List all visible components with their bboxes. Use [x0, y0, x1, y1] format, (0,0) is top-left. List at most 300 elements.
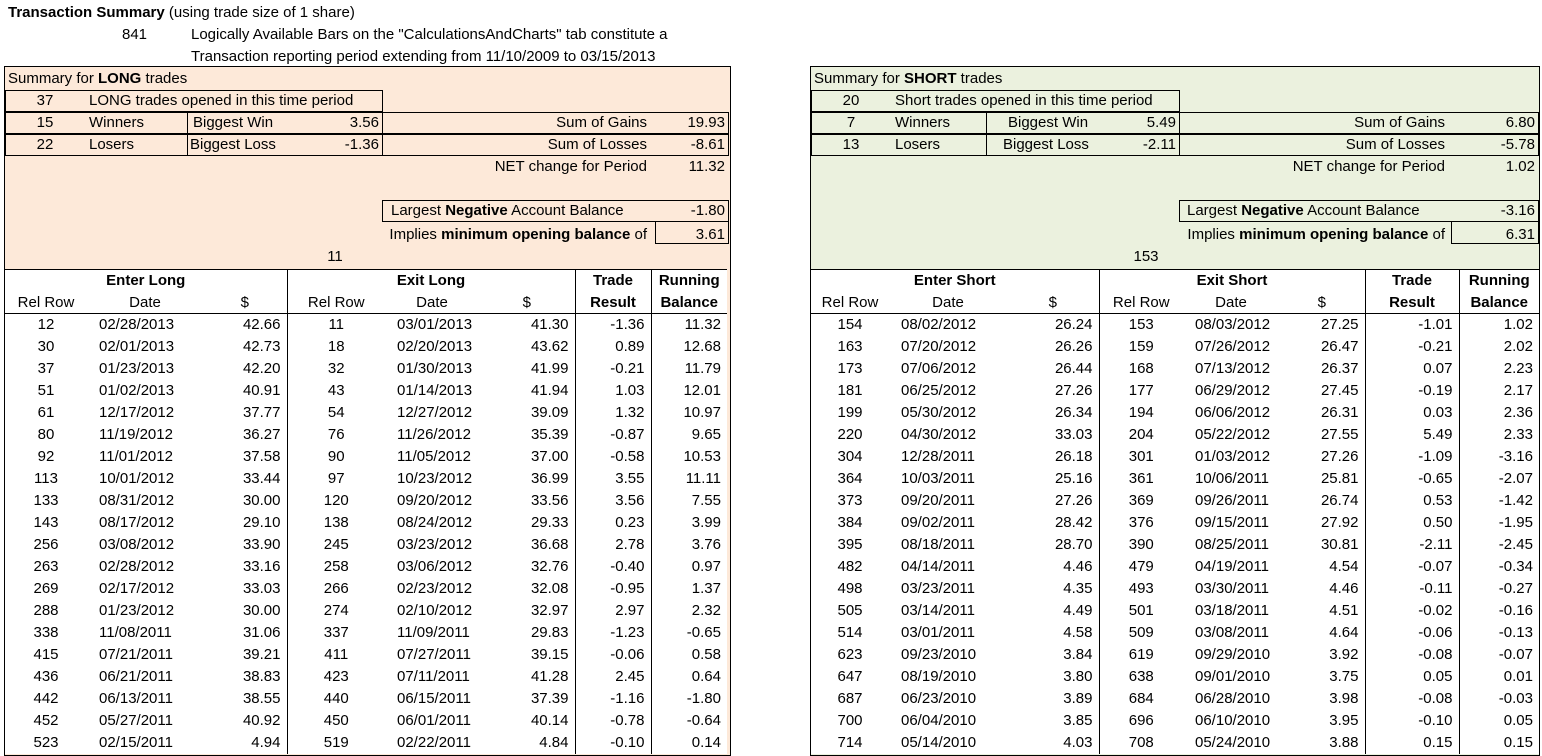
exit-relrow-cell: 97 [287, 468, 385, 490]
short-trade-row [811, 732, 1539, 754]
exit-date-cell: 08/25/2011 [1195, 536, 1269, 553]
enter-price-cell: 26.34 [1054, 404, 1093, 421]
short-winners-label: Winners [895, 114, 951, 131]
exit-relrow-cell: 696 [1099, 710, 1183, 732]
enter-price-cell: 33.03 [1054, 426, 1093, 443]
exit-price-cell: 4.84 [539, 734, 569, 751]
exit-price-cell: 3.95 [1329, 712, 1359, 729]
enter-date-cell: 08/02/2012 [901, 316, 977, 334]
exit-relrow-cell: 450 [287, 710, 385, 732]
enter-date-cell: 09/02/2011 [901, 514, 975, 531]
long-biggest-win: 3.56 [349, 114, 379, 131]
exit-date-cell: 11/05/2012 [397, 448, 471, 465]
enter-price-cell: 4.35 [1063, 580, 1093, 597]
running-balance-cell: -0.65 [651, 622, 727, 644]
enter-date-cell: 07/21/2011 [99, 646, 173, 663]
exit-date-cell: 06/10/2010 [1195, 712, 1271, 729]
long-net: 11.32 [688, 158, 725, 175]
exit-relrow-cell: 18 [287, 336, 385, 358]
enter-relrow-cell: 482 [837, 558, 863, 575]
exit-date-cell: 06/28/2010 [1195, 690, 1271, 707]
enter-date-cell: 06/23/2010 [901, 690, 977, 707]
enter-date-cell: 06/04/2010 [901, 712, 977, 729]
short-trade-row [811, 380, 1539, 402]
long-imob-label: Implies minimum opening balance of [389, 226, 647, 243]
exit-price-cell: 39.09 [530, 404, 569, 421]
long-winners-label: Winners [89, 114, 145, 131]
running-balance-cell: 0.05 [1459, 710, 1539, 732]
enter-date-cell: 01/23/2012 [99, 602, 175, 619]
long-summary-panel [4, 66, 731, 756]
enter-date-cell: 09/20/2011 [901, 492, 975, 509]
long-trade-row [5, 556, 727, 578]
running-balance-cell: -0.03 [1459, 688, 1539, 710]
long-header-row-1 [5, 270, 727, 292]
report-title: Transaction Summary (using trade size of 1 share) [8, 4, 355, 21]
short-trade-row [811, 688, 1539, 710]
running-balance-cell: 12.01 [651, 380, 727, 402]
exit-date-cell: 07/11/2011 [397, 668, 470, 685]
running-balance-cell: 0.01 [1459, 666, 1539, 688]
enter-price-cell: 42.73 [242, 338, 281, 355]
exit-price-cell: 29.33 [530, 514, 569, 531]
exit-relrow-cell: 274 [287, 600, 385, 622]
short-trade-row [811, 666, 1539, 688]
running-balance-cell: -3.16 [1459, 446, 1539, 468]
enter-price-cell: 3.89 [1063, 690, 1093, 707]
enter-relrow-cell: 143 [33, 514, 59, 531]
running-balance-cell: 2.36 [1459, 402, 1539, 424]
period-line-2: Transaction reporting period extending from 11/10/2009 to 03/15/2013 [191, 48, 656, 65]
exit-price-cell: 30.81 [1320, 536, 1359, 553]
trade-result-cell: -1.23 [575, 622, 651, 644]
enter-price-cell: 36.27 [242, 426, 281, 443]
exit-price-cell: 3.92 [1329, 646, 1359, 663]
exit-price-cell: 27.25 [1320, 316, 1359, 334]
running-balance-cell: 2.17 [1459, 380, 1539, 402]
long-opened-count: 37 [36, 92, 54, 109]
exit-price-cell: 25.81 [1320, 470, 1359, 487]
trade-result-cell: 0.53 [1365, 490, 1459, 512]
exit-relrow-cell: 390 [1099, 534, 1183, 556]
exit-price-cell: 26.47 [1320, 338, 1359, 355]
short-trade-row [811, 336, 1539, 358]
running-balance-cell: 2.23 [1459, 358, 1539, 380]
enter-relrow-cell: 623 [837, 646, 863, 663]
long-trade-row [5, 468, 727, 490]
exit-relrow-cell: 90 [287, 446, 385, 468]
enter-price-cell: 28.70 [1054, 536, 1093, 553]
running-header: Running [651, 270, 727, 292]
long-trade-row [5, 512, 727, 534]
running-balance-cell: 0.97 [651, 556, 727, 578]
exit-relrow-cell: 54 [287, 402, 385, 424]
enter-relrow-cell: 37 [37, 360, 55, 377]
trade-result-cell: -0.58 [575, 446, 651, 468]
trade-result-cell: 5.49 [1365, 424, 1459, 446]
running-balance-cell: 2.32 [651, 600, 727, 622]
short-trades-table [811, 269, 1539, 754]
exit-price-cell: 26.74 [1320, 492, 1359, 509]
short-lnab-label: Largest Negative Account Balance [1187, 202, 1420, 219]
date-header: Date [87, 292, 203, 314]
exit-date-cell: 02/10/2012 [397, 602, 473, 619]
long-trade-row [5, 732, 727, 754]
long-trade-row [5, 644, 727, 666]
exit-relrow-cell: 204 [1099, 424, 1183, 446]
enter-relrow-cell: 30 [37, 338, 55, 355]
exit-relrow-cell: 168 [1099, 358, 1183, 380]
long-trades-table [5, 269, 727, 754]
exit-price-cell: 37.39 [530, 690, 569, 707]
enter-relrow-cell: 288 [33, 602, 59, 619]
long-biggest-loss-label: Biggest Loss [190, 136, 276, 153]
exit-relrow-cell: 337 [287, 622, 385, 644]
exit-date-cell: 01/30/2013 [397, 360, 473, 377]
trade-result-cell: -0.87 [575, 424, 651, 446]
exit-price-cell: 39.15 [530, 646, 569, 663]
trade-result-cell: -0.40 [575, 556, 651, 578]
running-balance-cell: 0.64 [651, 666, 727, 688]
enter-price-cell: 26.18 [1054, 448, 1093, 465]
enter-relrow-cell: 269 [33, 580, 59, 597]
exit-relrow-cell: 32 [287, 358, 385, 380]
enter-date-cell: 11/01/2012 [99, 448, 173, 465]
enter-date-cell: 05/27/2011 [99, 712, 173, 729]
enter-date-cell: 09/23/2010 [901, 646, 977, 663]
enter-date-cell: 12/28/2011 [901, 448, 975, 465]
enter-price-cell: 4.49 [1063, 602, 1093, 619]
trade-header: Trade [1365, 270, 1459, 292]
short-biggest-loss: -2.11 [1142, 136, 1176, 153]
enter-relrow-cell: 687 [837, 690, 863, 707]
exit-price-cell: 41.99 [530, 360, 569, 377]
enter-price-cell: 29.10 [242, 514, 281, 531]
short-losers-label: Losers [895, 136, 941, 153]
long-lnab: -1.80 [690, 202, 725, 219]
enter-date-cell: 03/14/2011 [901, 602, 975, 619]
enter-date-cell: 04/14/2011 [901, 558, 975, 575]
long-trade-row [5, 666, 727, 688]
exit-price-cell: 26.31 [1320, 404, 1359, 421]
trade-result-cell: 0.23 [575, 512, 651, 534]
dollar-header: $ [1279, 292, 1365, 314]
exit-date-cell: 11/26/2012 [397, 426, 471, 443]
short-sum-gains-label: Sum of Gains [1354, 114, 1445, 131]
enter-date-cell: 08/19/2010 [901, 668, 977, 685]
short-winners-count: 7 [846, 114, 856, 131]
exit-relrow-cell: 479 [1099, 556, 1183, 578]
exit-date-cell: 08/24/2012 [397, 514, 473, 531]
enter-price-cell: 40.92 [242, 712, 281, 729]
enter-date-cell: 10/01/2012 [99, 470, 175, 487]
enter-price-cell: 30.00 [242, 492, 281, 509]
short-biggest-loss-label: Biggest Loss [1003, 136, 1089, 153]
exit-date-cell: 01/03/2012 [1195, 448, 1271, 465]
long-trade-row [5, 600, 727, 622]
running-balance-cell: 9.65 [651, 424, 727, 446]
enter-date-cell: 11/08/2011 [99, 624, 172, 641]
long-trade-row [5, 424, 727, 446]
enter-relrow-cell: 505 [837, 602, 863, 619]
short-net-label: NET change for Period [1292, 158, 1445, 175]
enter-price-cell: 37.77 [242, 404, 281, 421]
exit-long-header: Exit Long [287, 270, 575, 292]
exit-price-cell: 27.92 [1320, 514, 1359, 531]
bars-count: 841 [122, 26, 148, 43]
enter-date-cell: 03/01/2011 [901, 624, 975, 641]
exit-relrow-cell: 43 [287, 380, 385, 402]
exit-relrow-cell: 301 [1099, 446, 1183, 468]
trade-result-cell: -0.08 [1365, 688, 1459, 710]
enter-relrow-cell: 220 [837, 426, 863, 443]
short-trade-row [811, 402, 1539, 424]
trade-result-cell: -0.21 [575, 358, 651, 380]
short-sum-gains: 6.80 [1505, 114, 1535, 131]
trade-result-cell: -0.10 [1365, 710, 1459, 732]
short-trade-row [811, 556, 1539, 578]
trade-result-cell: -1.09 [1365, 446, 1459, 468]
short-imob-label: Implies minimum opening balance of [1187, 226, 1445, 243]
enter-date-cell: 07/20/2012 [901, 338, 977, 355]
short-biggest-win-label: Biggest Win [1008, 114, 1089, 131]
enter-relrow-cell: 452 [33, 712, 59, 729]
trade-result-cell: -0.95 [575, 578, 651, 600]
exit-price-cell: 3.88 [1329, 734, 1359, 751]
running-balance-cell: -0.07 [1459, 644, 1539, 666]
exit-relrow-cell: 369 [1099, 490, 1183, 512]
long-net-label: NET change for Period [494, 158, 647, 175]
enter-price-cell: 26.24 [1054, 316, 1093, 334]
enter-price-cell: 26.44 [1054, 360, 1093, 377]
enter-short-header: Enter Short [811, 270, 1099, 292]
enter-relrow-cell: 647 [837, 668, 863, 685]
long-trades-body [5, 314, 727, 754]
dollar-header: $ [1007, 292, 1099, 314]
enter-date-cell: 12/17/2012 [99, 404, 175, 421]
enter-relrow-cell: 364 [837, 470, 863, 487]
exit-date-cell: 03/06/2012 [397, 558, 473, 575]
trade-result-cell: -0.78 [575, 710, 651, 732]
exit-price-cell: 4.51 [1329, 602, 1359, 619]
exit-date-cell: 02/23/2012 [397, 580, 473, 597]
exit-relrow-cell: 258 [287, 556, 385, 578]
exit-date-cell: 03/01/2013 [397, 316, 473, 334]
exit-relrow-cell: 120 [287, 490, 385, 512]
enter-date-cell: 03/08/2012 [99, 536, 175, 553]
running-balance-cell: -0.16 [1459, 600, 1539, 622]
running-balance-cell: 1.02 [1459, 314, 1539, 336]
enter-price-cell: 38.55 [242, 690, 281, 707]
balance-header: Balance [1459, 292, 1539, 314]
exit-price-cell: 32.76 [530, 558, 569, 575]
trade-result-cell: -0.11 [1365, 578, 1459, 600]
enter-long-header: Enter Long [5, 270, 287, 292]
trade-result-cell: 0.15 [1365, 732, 1459, 754]
trade-result-cell: -0.07 [1365, 556, 1459, 578]
exit-price-cell: 27.26 [1320, 448, 1359, 465]
enter-relrow-cell: 338 [33, 624, 59, 641]
exit-relrow-cell: 138 [287, 512, 385, 534]
exit-date-cell: 02/22/2011 [397, 734, 471, 751]
short-trade-row [811, 314, 1539, 336]
exit-relrow-cell: 76 [287, 424, 385, 446]
enter-price-cell: 4.94 [251, 734, 281, 751]
enter-price-cell: 27.26 [1054, 492, 1093, 509]
enter-relrow-cell: 395 [837, 536, 863, 553]
exit-date-cell: 06/06/2012 [1195, 404, 1271, 421]
running-balance-cell: -2.07 [1459, 468, 1539, 490]
exit-date-cell: 04/19/2011 [1195, 558, 1269, 575]
trade-result-cell: 0.05 [1365, 666, 1459, 688]
enter-relrow-cell: 154 [837, 316, 863, 334]
exit-date-cell: 10/06/2011 [1195, 470, 1269, 487]
exit-price-cell: 32.97 [530, 602, 569, 619]
exit-date-cell: 07/26/2012 [1195, 338, 1271, 355]
exit-price-cell: 4.54 [1329, 558, 1359, 575]
relrow-header: Rel Row [811, 292, 889, 314]
running-balance-cell: -0.34 [1459, 556, 1539, 578]
enter-relrow-cell: 304 [837, 448, 863, 465]
long-trade-row [5, 380, 727, 402]
enter-relrow-cell: 514 [837, 624, 863, 641]
exit-date-cell: 03/18/2011 [1195, 602, 1269, 619]
enter-relrow-cell: 263 [33, 558, 59, 575]
enter-price-cell: 26.26 [1054, 338, 1093, 355]
enter-relrow-cell: 436 [33, 668, 59, 685]
exit-price-cell: 43.62 [530, 338, 569, 355]
exit-price-cell: 33.56 [530, 492, 569, 509]
enter-relrow-cell: 523 [33, 734, 59, 751]
trade-result-cell: 1.03 [575, 380, 651, 402]
exit-relrow-cell: 619 [1099, 644, 1183, 666]
trade-result-cell: -0.06 [1365, 622, 1459, 644]
exit-relrow-cell: 177 [1099, 380, 1183, 402]
relrow-header: Rel Row [5, 292, 87, 314]
enter-relrow-cell: 256 [33, 536, 59, 553]
long-losers-label: Losers [89, 136, 135, 153]
trade-result-cell: 2.45 [575, 666, 651, 688]
enter-price-cell: 3.80 [1063, 668, 1093, 685]
running-balance-cell: 2.02 [1459, 336, 1539, 358]
long-panel-title: Summary for LONG trades [8, 70, 188, 87]
short-trade-row [811, 710, 1539, 732]
exit-date-cell: 03/30/2011 [1195, 580, 1269, 597]
trade-result-cell: -0.21 [1365, 336, 1459, 358]
exit-relrow-cell: 501 [1099, 600, 1183, 622]
exit-short-header: Exit Short [1099, 270, 1365, 292]
short-trade-row [811, 600, 1539, 622]
exit-price-cell: 41.94 [530, 382, 569, 399]
result-header: Result [1365, 292, 1459, 314]
running-header: Running [1459, 270, 1539, 292]
enter-date-cell: 04/30/2012 [901, 426, 977, 443]
running-balance-cell: -0.27 [1459, 578, 1539, 600]
exit-relrow-cell: 159 [1099, 336, 1183, 358]
long-trade-row [5, 534, 727, 556]
enter-relrow-cell: 199 [837, 404, 863, 421]
short-trade-row [811, 644, 1539, 666]
long-trade-row [5, 358, 727, 380]
enter-date-cell: 11/19/2012 [99, 426, 173, 443]
trade-result-cell: 0.03 [1365, 402, 1459, 424]
enter-date-cell: 10/03/2011 [901, 470, 975, 487]
enter-price-cell: 40.91 [242, 382, 281, 399]
running-balance-cell: -1.80 [651, 688, 727, 710]
exit-relrow-cell: 493 [1099, 578, 1183, 600]
short-trade-row [811, 446, 1539, 468]
exit-price-cell: 40.14 [530, 712, 569, 729]
enter-date-cell: 01/23/2013 [99, 360, 175, 377]
running-balance-cell: 3.99 [651, 512, 727, 534]
trade-result-cell: 2.97 [575, 600, 651, 622]
enter-date-cell: 05/14/2010 [901, 734, 977, 751]
running-balance-cell: 0.15 [1459, 732, 1539, 754]
date-header: Date [889, 292, 1007, 314]
enter-price-cell: 4.03 [1063, 734, 1093, 751]
exit-relrow-cell: 361 [1099, 468, 1183, 490]
long-trade-row [5, 402, 727, 424]
trade-result-cell: -1.16 [575, 688, 651, 710]
exit-relrow-cell: 519 [287, 732, 385, 754]
trade-result-cell: -0.06 [575, 644, 651, 666]
exit-date-cell: 06/01/2011 [397, 712, 471, 729]
enter-relrow-cell: 181 [837, 382, 863, 399]
enter-relrow-cell: 163 [837, 338, 863, 355]
short-trade-row [811, 578, 1539, 600]
trade-result-cell: -1.36 [575, 314, 651, 336]
enter-date-cell: 08/18/2011 [901, 536, 975, 553]
short-row-ref: 153 [1133, 248, 1159, 265]
enter-relrow-cell: 92 [37, 448, 55, 465]
enter-date-cell: 02/17/2012 [99, 580, 175, 597]
exit-date-cell: 12/27/2012 [397, 404, 473, 421]
trade-header: Trade [575, 270, 651, 292]
enter-price-cell: 33.44 [242, 470, 281, 487]
exit-date-cell: 07/13/2012 [1195, 360, 1271, 377]
exit-date-cell: 05/22/2012 [1195, 426, 1271, 443]
trade-result-cell: -0.08 [1365, 644, 1459, 666]
short-trade-row [811, 424, 1539, 446]
trade-result-cell: 3.56 [575, 490, 651, 512]
exit-date-cell: 02/20/2013 [397, 338, 473, 355]
enter-price-cell: 42.66 [242, 316, 281, 334]
long-sum-losses: -8.61 [690, 136, 725, 153]
balance-header: Balance [651, 292, 727, 314]
enter-price-cell: 30.00 [242, 602, 281, 619]
trade-result-cell: -0.10 [575, 732, 651, 754]
enter-relrow-cell: 700 [837, 712, 863, 729]
enter-relrow-cell: 61 [37, 404, 55, 421]
exit-price-cell: 3.75 [1329, 668, 1359, 685]
enter-price-cell: 28.42 [1054, 514, 1093, 531]
enter-date-cell: 06/21/2011 [99, 668, 173, 685]
relrow-header: Rel Row [1099, 292, 1183, 314]
exit-price-cell: 4.64 [1329, 624, 1359, 641]
exit-price-cell: 41.30 [530, 316, 569, 334]
running-balance-cell: -2.45 [1459, 534, 1539, 556]
enter-price-cell: 31.06 [242, 624, 281, 641]
short-sum-losses-label: Sum of Losses [1345, 136, 1445, 153]
exit-relrow-cell: 376 [1099, 512, 1183, 534]
enter-relrow-cell: 173 [837, 360, 863, 377]
exit-relrow-cell: 266 [287, 578, 385, 600]
enter-date-cell: 07/06/2012 [901, 360, 977, 377]
short-trade-row [811, 490, 1539, 512]
exit-price-cell: 4.46 [1329, 580, 1359, 597]
short-summary-panel [810, 66, 1540, 756]
enter-price-cell: 38.83 [242, 668, 281, 685]
